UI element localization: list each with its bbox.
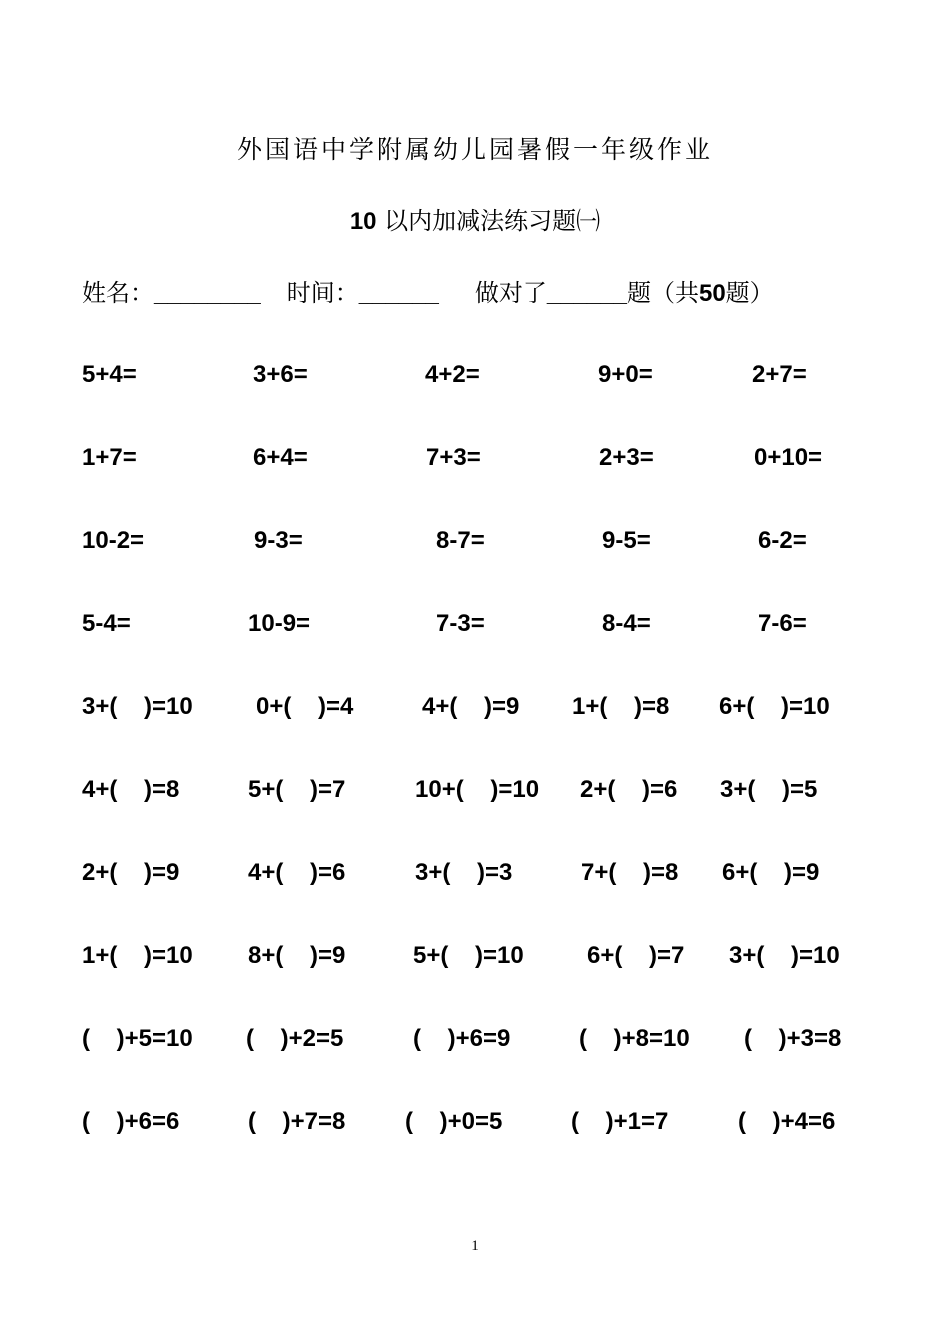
math-problem: ( )+0=5 xyxy=(405,1108,503,1135)
page-subtitle xyxy=(0,204,950,239)
problem-row xyxy=(0,524,950,558)
math-problem: ( )+4=6 xyxy=(738,1108,836,1135)
math-problem: 6-2= xyxy=(758,527,807,554)
subtitle-text: 以内加减法练习题㈠ xyxy=(376,207,601,235)
math-problem: ( )+3=8 xyxy=(744,1025,842,1052)
math-problem: ( )+6=9 xyxy=(413,1025,511,1052)
math-problem: 5-4= xyxy=(82,610,131,637)
math-problem: 3+( )=5 xyxy=(720,776,818,803)
problem-row xyxy=(0,358,950,392)
page-title: 外国语中学附属幼儿园暑假一年级作业 xyxy=(236,135,713,164)
problem-row xyxy=(0,939,950,973)
math-problem: ( )+5=10 xyxy=(82,1025,193,1052)
correct-blank: ______ xyxy=(546,280,627,307)
math-problem: 2+( )=9 xyxy=(82,859,180,886)
math-problem: 6+( )=9 xyxy=(722,859,820,886)
math-problem: 10-2= xyxy=(82,527,145,554)
math-problem: 3+( )=10 xyxy=(729,942,840,969)
math-problem: 3+( )=10 xyxy=(82,693,193,720)
page-number: 1 xyxy=(471,1238,479,1254)
problem-row xyxy=(0,1105,950,1139)
math-problem: 10+( )=10 xyxy=(415,776,540,803)
math-problem: 7-6= xyxy=(758,610,807,637)
math-problem: ( )+8=10 xyxy=(579,1025,690,1052)
math-problem: 7-3= xyxy=(436,610,485,637)
problem-row xyxy=(0,607,950,641)
math-problem: 6+( )=7 xyxy=(587,942,685,969)
math-problem: ( )+6=6 xyxy=(82,1108,180,1135)
math-problem: 10-9= xyxy=(248,610,311,637)
subtitle-number: 10 xyxy=(349,208,377,235)
math-problem: 5+( )=10 xyxy=(413,942,524,969)
problem-row xyxy=(0,773,950,807)
student-info-line xyxy=(82,276,882,311)
math-problem: 7+( )=8 xyxy=(581,859,679,886)
math-problem: 8-7= xyxy=(436,527,485,554)
math-problem: ( )+2=5 xyxy=(246,1025,344,1052)
correct-suffix-a: 题（共 xyxy=(626,279,699,307)
math-problem: 5+4= xyxy=(82,361,137,388)
math-problem: 0+10= xyxy=(754,444,823,471)
problem-row xyxy=(0,690,950,724)
correct-suffix-b: 题） xyxy=(725,279,774,307)
math-problem: 4+( )=9 xyxy=(422,693,520,720)
math-problem: 9-3= xyxy=(254,527,303,554)
problem-row xyxy=(0,856,950,890)
math-problem: 9-5= xyxy=(602,527,651,554)
math-problem: 8-4= xyxy=(602,610,651,637)
name-blank: ________ xyxy=(154,280,261,307)
correct-label: 做对了 xyxy=(474,279,547,307)
time-label: 时间： xyxy=(286,279,359,307)
problem-row xyxy=(0,441,950,475)
math-problem: ( )+7=8 xyxy=(248,1108,346,1135)
math-problem: 4+2= xyxy=(425,361,480,388)
name-label: 姓名： xyxy=(82,279,154,307)
math-problem: 4+( )=6 xyxy=(248,859,346,886)
time-blank: ______ xyxy=(358,280,439,307)
math-problem: 1+( )=8 xyxy=(572,693,670,720)
total-count: 50 xyxy=(698,280,726,307)
math-problem: 3+( )=3 xyxy=(415,859,513,886)
math-problem: 2+3= xyxy=(599,444,654,471)
math-problem: 1+( )=10 xyxy=(82,942,193,969)
math-problem: 7+3= xyxy=(426,444,481,471)
math-problem: 1+7= xyxy=(82,444,137,471)
math-problem: 2+7= xyxy=(752,361,807,388)
math-problem: 4+( )=8 xyxy=(82,776,180,803)
math-problem: 0+( )=4 xyxy=(256,693,354,720)
problem-row xyxy=(0,1022,950,1056)
math-problem: 5+( )=7 xyxy=(248,776,346,803)
math-problem: ( )+1=7 xyxy=(571,1108,669,1135)
math-problem: 3+6= xyxy=(253,361,308,388)
math-problem: 6+4= xyxy=(253,444,308,471)
math-problem: 9+0= xyxy=(598,361,653,388)
math-problem: 2+( )=6 xyxy=(580,776,678,803)
math-problem: 8+( )=9 xyxy=(248,942,346,969)
math-problem: 6+( )=10 xyxy=(719,693,830,720)
